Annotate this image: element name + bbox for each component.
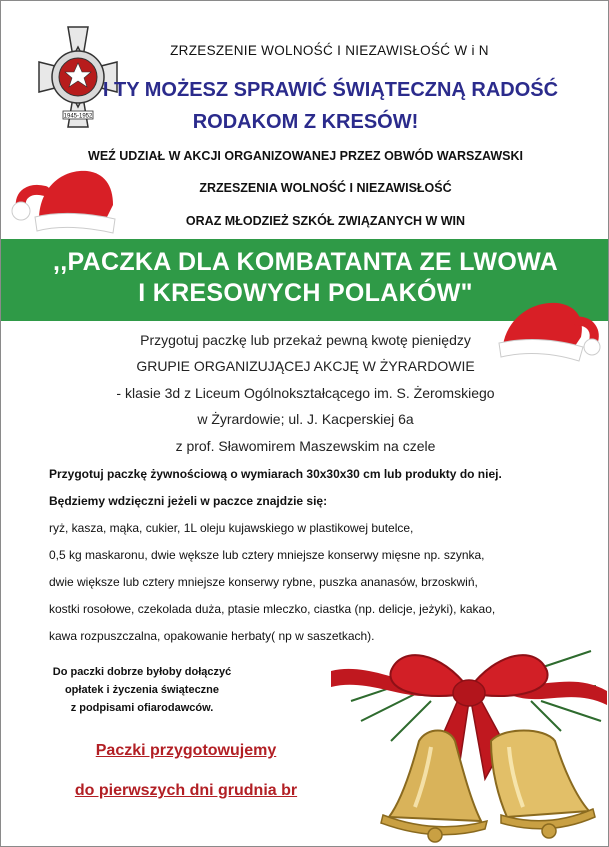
- organizer-line-2: GRUPIE ORGANIZUJĄCEJ AKCJĘ W ŻYRARDOWIE: [136, 358, 475, 374]
- headline-line-1: I TY MOŻESZ SPRAWIĆ ŚWIĄTECZNĄ RADOŚĆ: [102, 79, 559, 101]
- campaign-title-line-1: ,,PACZKA DLA KOMBATANTA ZE LWOWA: [53, 248, 558, 276]
- logo-inscription: 1945-1952: [63, 113, 93, 120]
- intro-line-2: ZRZESZENIA WOLNOŚĆ I NIEZAWISŁOŚĆ: [199, 181, 452, 195]
- gift-note: [27, 663, 257, 717]
- package-list: [49, 461, 579, 650]
- gift-note-line-2: opłatek i życzenia świąteczne: [64, 684, 220, 696]
- package-lead-1: Przygotuj paczkę żywnościową o wymiarach 30x30x30 cm lub produkty do niej.: [49, 467, 502, 481]
- list-item: kawa rozpuszczalna, opakowanie herbaty( np w saszetkach).: [49, 629, 375, 643]
- santa-hat-icon: [9, 161, 119, 237]
- intro-line-3: ORAZ MŁODZIEŻ SZKÓŁ ZWIĄZANYCH W WIN: [185, 214, 466, 228]
- list-item: ryż, kasza, mąka, cukier, 1L oleju kujawskiego w plastikowej butelce,: [49, 521, 414, 535]
- organization-name: ZRZESZENIE WOLNOŚĆ I NIEZAWISŁOŚĆ W i N: [170, 43, 489, 58]
- gift-note-line-1: Do paczki dobrze byłoby dołączyć: [52, 666, 232, 678]
- package-lead-2: Będziemy wdzięczni jeżeli w paczce znajdzie się:: [49, 494, 328, 508]
- campaign-title-line-2: I KRESOWYCH POLAKÓW": [138, 279, 473, 307]
- headline-line-2: RODAKOM Z KRESÓW!: [192, 111, 419, 133]
- christmas-bells-icon: [331, 631, 607, 845]
- list-item: 0,5 kg maskaronu, dwie wększe lub cztery mniejsze konserwy mięsne np. szynka,: [49, 548, 485, 562]
- list-item: kostki rosołowe, czekolada duża, ptasie mleczko, ciastka (np. delicje, jeżyki), kakao,: [49, 602, 496, 616]
- organizer-line-1: Przygotuj paczkę lub przekaż pewną kwotę pieniędzy: [140, 332, 471, 348]
- santa-hat-icon: [497, 291, 603, 365]
- deadline-line-2: do pierwszych dni grudnia br: [74, 782, 298, 799]
- organizer-line-3: - klasie 3d z Liceum Ogólnokształcącego im. S. Żeromskiego: [116, 385, 495, 401]
- intro-line-1: WEŹ UDZIAŁ W AKCJI ORGANIZOWANEJ PRZEZ OBWÓD WARSZAWSKI: [88, 149, 523, 163]
- list-item: dwie większe lub cztery mniejsze konserwy rybne, puszka ananasów, brzoskwiń,: [49, 575, 478, 589]
- deadline-text: [31, 731, 341, 811]
- deadline-line-1: Paczki przygotowujemy: [95, 742, 277, 759]
- organizer-line-4: w Żyrardowie; ul. J. Kacperskiej 6a: [197, 411, 414, 427]
- organizer-line-5: z prof. Sławomirem Maszewskim na czele: [175, 438, 436, 454]
- gift-note-line-3: z podpisami ofiarodawców.: [70, 702, 214, 714]
